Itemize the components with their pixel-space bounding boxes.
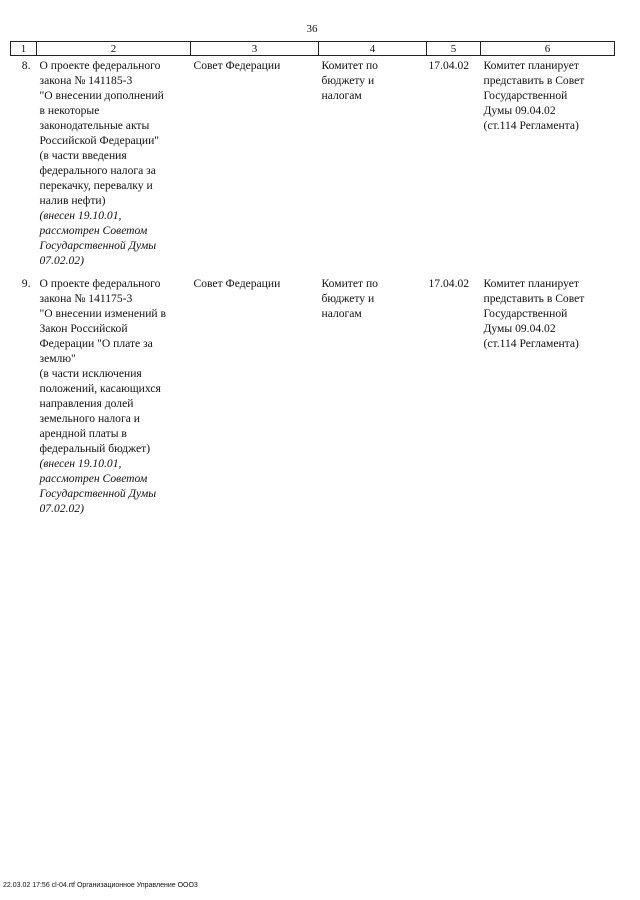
project-line: "О внесении дополнений [39,89,164,102]
project-line: закона № 141175-3 [39,292,133,305]
committee-line: налогам [321,89,362,102]
project-line: закона № 141185-3 [39,74,133,87]
plan-line: Комитет планирует [483,59,579,72]
date: 17.04.02 [428,277,470,290]
committee-line: бюджету и [321,292,375,305]
column-header: 6 [481,42,615,56]
project-line: положений, касающихся [39,382,161,395]
project-line: направления долей [39,397,134,410]
project-line: Федерации "О плате за [39,337,153,350]
plan-line: Комитет планирует [483,277,579,290]
plan [481,274,615,516]
project-line: Закон Российской [39,322,128,335]
plan-line: Думы 09.04.02 [483,322,556,335]
project-status-line: 07.02.02) [39,502,84,515]
date: 17.04.02 [428,59,470,72]
plan-line: Государственной [483,307,568,320]
plan-line: представить в Совет [483,74,585,87]
plan-line: представить в Совет [483,292,585,305]
row-number: 9. [21,277,31,290]
project-description [37,274,191,516]
table-header-row [11,42,615,56]
project-line: законодательные акты [39,119,150,132]
project-status-line: (внесен 19.10.01, [39,457,122,470]
project-line: налив нефти) [39,194,106,207]
project-line: О проекте федерального [39,59,161,72]
committee-line: Комитет по [321,277,378,290]
project-status-line: Государственной Думы [39,239,157,252]
committee-line: Комитет по [321,59,378,72]
project-line: арендной платы в [39,427,127,440]
project-status-line: Государственной Думы [39,487,157,500]
project-line: перекачку, перевалку и [39,179,153,192]
project-line: (в части введения [39,149,127,162]
committee [319,56,427,275]
committee-line: бюджету и [321,74,375,87]
plan [481,56,615,275]
document-footer: 22.03.02 17:56 cl-04.rtf Организационное Управление ООО3 [3,882,198,889]
project-description [37,56,191,275]
column-header: 3 [191,42,319,56]
committee-line: налогам [321,307,362,320]
project-line: "О внесении изменений в [39,307,167,320]
initiator: Совет Федерации [193,277,281,290]
table-row [11,56,615,275]
plan-line: (ст.114 Регламента) [483,119,579,132]
project-status-line: (внесен 19.10.01, [39,209,122,222]
project-status-line: рассмотрен Советом [39,224,148,237]
project-line: в некоторые [39,104,100,117]
project-line: Российской Федерации" [39,134,160,147]
project-line: федерального налога за [39,164,156,177]
project-line: земельного налога и [39,412,140,425]
column-header: 1 [11,42,37,56]
project-line: О проекте федерального [39,277,161,290]
project-line: землю" [39,352,76,365]
column-header: 2 [37,42,191,56]
committee [319,274,427,516]
legislation-table [10,41,615,516]
page-number: 36 [306,23,318,35]
project-line: (в части исключения [39,367,142,380]
initiator: Совет Федерации [193,59,281,72]
row-number: 8. [21,59,31,72]
project-status-line: рассмотрен Советом [39,472,148,485]
plan-line: Государственной [483,89,568,102]
project-status-line: 07.02.02) [39,254,84,267]
plan-line: Думы 09.04.02 [483,104,556,117]
plan-line: (ст.114 Регламента) [483,337,579,350]
project-line: федеральный бюджет) [39,442,151,455]
table-row [11,274,615,516]
column-header: 5 [427,42,481,56]
column-header: 4 [319,42,427,56]
